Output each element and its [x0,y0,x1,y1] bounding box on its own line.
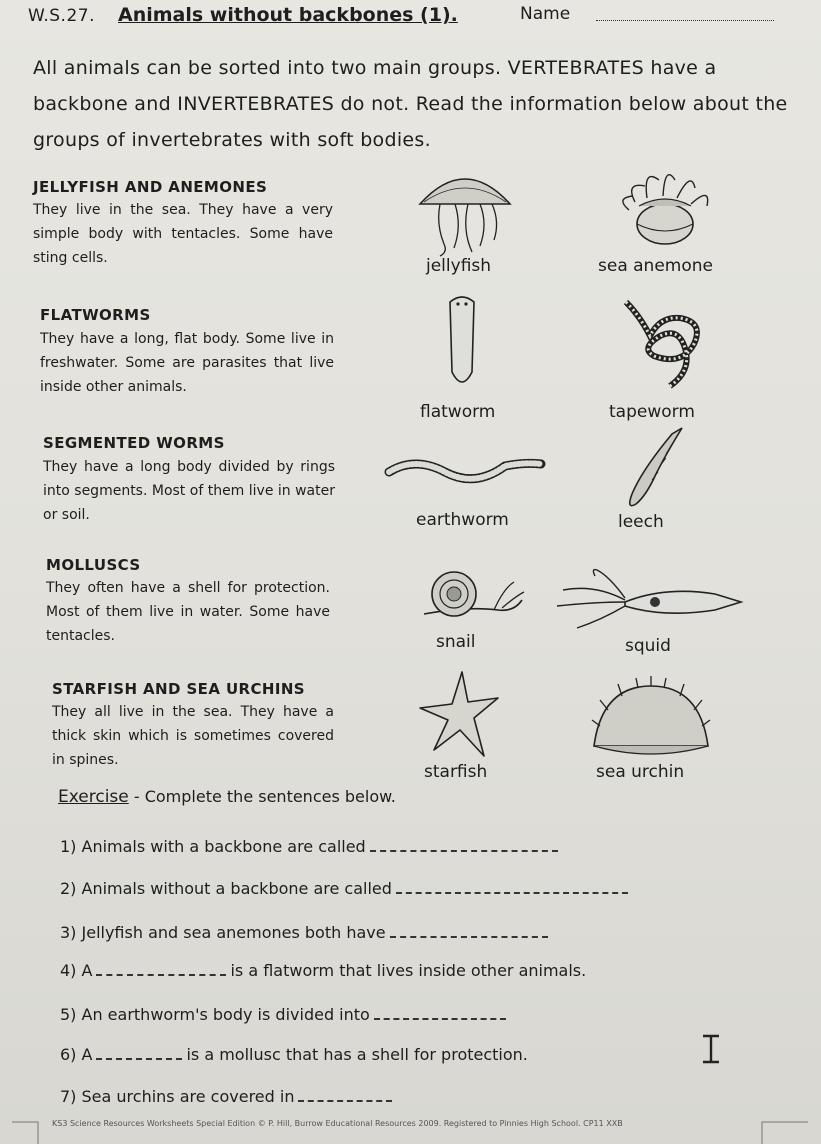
caption-tapeworm: tapeworm [609,402,695,422]
answer-blank[interactable] [370,836,558,852]
question-6 [60,1044,528,1064]
section-body-flatworms: They have a long, flat body. Some live in freshwater. Some are parasites that live inside other animals. [40,331,334,395]
exercise-heading [58,787,396,807]
exercise-instruction: - Complete the sentences below. [133,787,396,806]
question-2 [60,878,632,898]
caption-snail: snail [436,632,476,652]
footer-credit: KS3 Science Resources Worksheets Special Edition © P. Hill, Burrow Educational Resources 2009. Registered to Pinnies High School. CP11 XXB [52,1119,623,1128]
jellyfish-illustration [410,164,520,256]
question-text: 3) Jellyfish and sea anemones both have [60,923,386,942]
section-title-molluscs: MOLLUSCS [46,556,141,574]
name-label: Name [520,4,571,24]
answer-blank[interactable] [374,1004,506,1020]
section-title-flatworms: FLATWORMS [40,306,151,324]
question-text: 1) Animals with a backbone are called [60,837,366,856]
exercise-label: Exercise [58,787,129,807]
section-body-jellyfish: They live in the sea. They have a very simple body with tentacles. Some have sting cells. [33,202,333,266]
answer-blank[interactable] [96,1044,182,1060]
answer-blank[interactable] [396,878,628,894]
section-body-starfish: They all live in the sea. They have a thick skin which is sometimes covered in spines. [52,704,334,768]
starfish-illustration [418,668,500,760]
question-text: 4) A [60,961,93,980]
name-field-line[interactable] [596,20,774,21]
question-text: 5) An earthworm's body is divided into [60,1005,370,1024]
caption-squid: squid [625,636,671,656]
earthworm-illustration [385,452,545,492]
question-5 [60,1004,510,1024]
question-text-after: is a flatworm that lives inside other animals. [230,961,587,980]
section-title-segmented-worms: SEGMENTED WORMS [43,434,225,452]
snail-illustration [418,568,526,624]
section-body-molluscs: They often have a shell for protection. Most of them live in water. Some have tentacles. [46,580,330,644]
sea-urchin-illustration [588,676,714,760]
answer-blank[interactable] [390,922,548,938]
caption-leech: leech [618,512,664,532]
question-3 [60,922,552,942]
section-title-jellyfish: JELLYFISH AND ANEMONES [33,178,268,196]
caption-sea-anemone: sea anemone [598,256,713,276]
question-text: 7) Sea urchins are covered in [60,1087,295,1106]
caption-flatworm: flatworm [420,402,496,422]
question-7 [60,1086,396,1106]
caption-sea-urchin: sea urchin [596,762,685,782]
page-title: Animals without backbones (1). [118,4,458,26]
caption-earthworm: earthworm [416,510,509,530]
intro-paragraph: All animals can be sorted into two main groups. VERTEBRATES have a backbone and INVERTEBRATES do not. Read the information below about the groups of invertebrates with soft bodies. [33,57,788,151]
corner-mark-right [760,1120,810,1144]
tapeworm-illustration [620,296,710,392]
caption-jellyfish: jellyfish [426,256,492,276]
question-4 [60,960,586,980]
caption-starfish: starfish [424,762,488,782]
answer-blank[interactable] [96,960,226,976]
section-body-segmented-worms: They have a long body divided by rings into segments. Most of them live in water or soil. [43,459,335,523]
squid-illustration [555,566,745,636]
question-text: 2) Animals without a backbone are called [60,879,392,898]
question-1 [60,836,562,856]
section-title-starfish: STARFISH AND SEA URCHINS [52,680,305,698]
sea-anemone-illustration [615,162,715,250]
text-cursor-icon [700,1034,722,1064]
worksheet-code: W.S.27. [28,6,95,26]
answer-blank[interactable] [298,1086,392,1102]
leech-illustration [622,424,692,512]
flatworm-illustration [442,292,482,392]
corner-mark-left [10,1120,40,1144]
question-text-after: is a mollusc that has a shell for protection. [186,1045,528,1064]
question-text: 6) A [60,1045,93,1064]
